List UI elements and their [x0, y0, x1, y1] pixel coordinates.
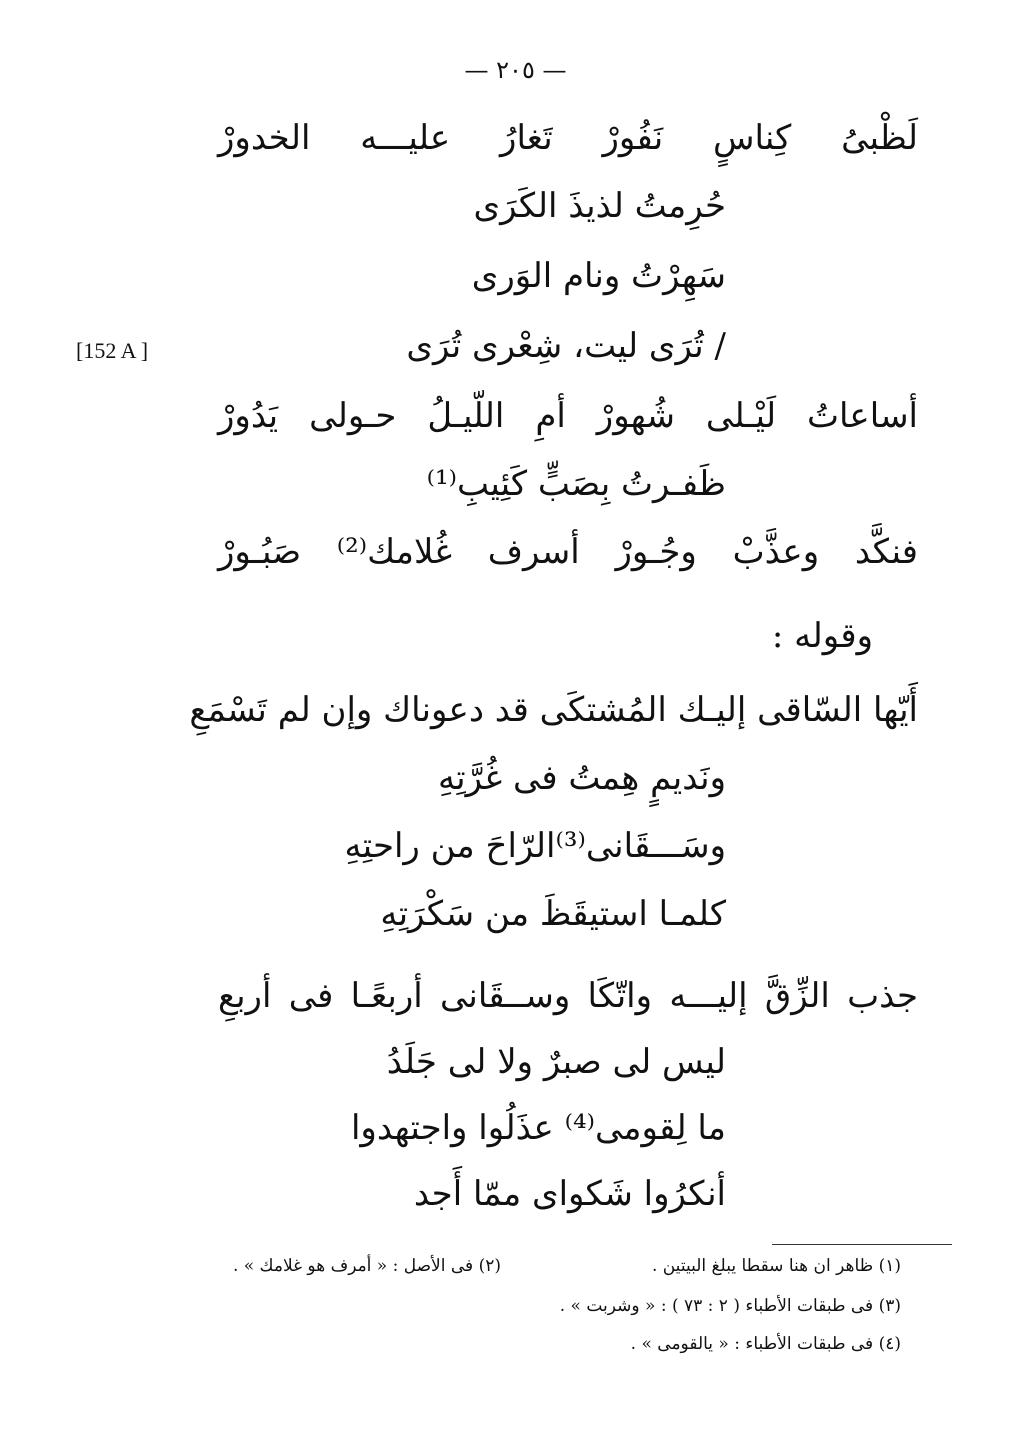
verse-line: أَيّها السّاقى إليـك المُشتكَى قد دعوناك وإن لم تَسْمَعِ	[189, 690, 918, 730]
verse-line: / تُرَى ليت، شِعْرى تُرَى	[406, 326, 726, 366]
verse-line: أساعاتُ لَيْـلى شُهورْ أمِ اللّيـلُ حـولى يَدُورْ	[218, 396, 918, 436]
margin-reference: [152 A ]	[76, 338, 149, 363]
quote-intro: وقوله :	[771, 616, 873, 656]
verse-line: لَظْبىُ كِناسٍ نَفُورْ تَغارُ عليـــه الخدورْ	[218, 118, 918, 158]
footnote: (٣) فى طبقات الأطباء ( ٢ : ٧٣ ) : « وشربت » .	[559, 1296, 901, 1316]
verse-line: ظَفـرتُ بِصَبٍّ كَئِيبِ⁽¹⁾	[426, 464, 726, 504]
verse-line: كلمـا استيقَظَ من سَكْرَتِهِ	[380, 894, 726, 934]
verse-line: ليس لى صبرٌ ولا لى جَلَدُ	[386, 1042, 726, 1082]
footnote: (١) ظاهر ان هنا سقطا يبلغ البيتين .	[651, 1256, 901, 1276]
verse-line: حُرِمتُ لذيذَ الكَرَى	[473, 186, 726, 226]
verse-line: جذب الزِّقَّ إليـــه واتّكَا وســقَانى أربعًـا فى أربعِ	[218, 976, 918, 1016]
verse-line: سَهِرْتُ ونام الوَرى	[471, 256, 726, 296]
verse-line: فنكَّد وعذَّبْ وجُـورْ أسرف غُلامك⁽²⁾ صَبُـورْ	[218, 532, 919, 572]
verse-line: وسَـــقَانى⁽³⁾الرّاحَ من راحتِهِ	[344, 826, 726, 866]
verse-line: ما لِقومى⁽⁴⁾ عذَلُوا واجتهدوا	[350, 1108, 726, 1148]
verse-line: ونَديمٍ هِمتُ فى غُرَّتِهِ	[437, 758, 726, 798]
verse-line: أنكرُوا شَكواى ممّا أَجد	[413, 1174, 726, 1214]
footnote: (٤) فى طبقات الأطباء : « يالقومى » .	[630, 1334, 901, 1354]
page-number: — ٢٠٥ —	[464, 56, 567, 84]
footnote-divider	[772, 1244, 952, 1245]
footnote: (٢) فى الأصل : « أمرف هو غلامك » .	[232, 1256, 501, 1276]
